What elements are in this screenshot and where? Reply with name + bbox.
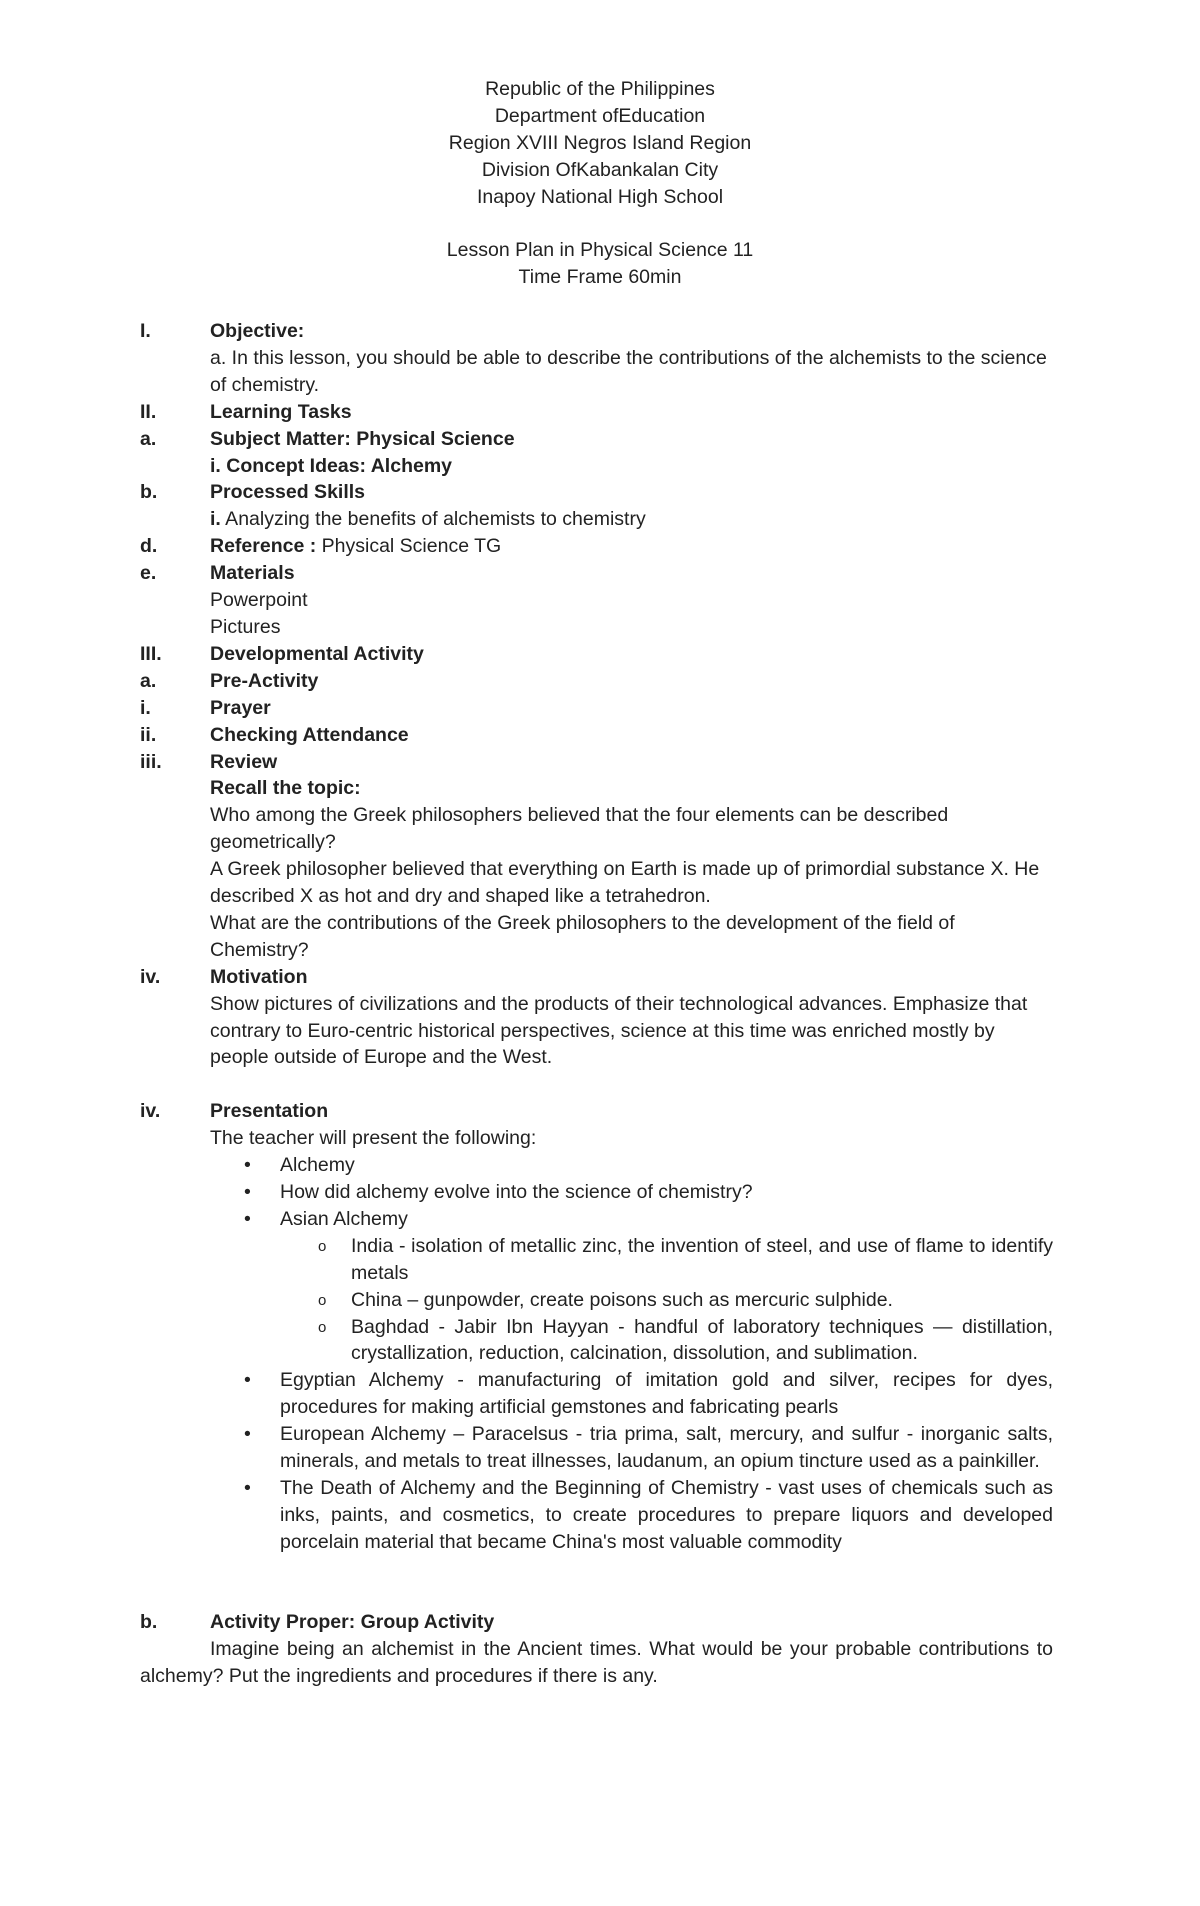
section-materials <box>140 560 1053 641</box>
review-question: What are the contributions of the Greek philosophers to the development of the field of Chemistry? <box>210 911 955 961</box>
material-item: Powerpoint <box>210 589 308 612</box>
section-title: Subject Matter: Physical Science <box>210 427 515 450</box>
reference-text: Physical Science TG <box>316 535 502 558</box>
recall-heading: Recall the topic: <box>210 777 361 800</box>
header-division: Division OfKabankalan City <box>481 158 719 181</box>
section-developmental-activity <box>140 641 1053 668</box>
list-item <box>280 1206 1053 1367</box>
header-country: Republic of the Philippines <box>485 78 715 100</box>
section-title: Prayer <box>210 696 271 719</box>
section-prayer <box>140 695 1053 722</box>
section-checking-attendance <box>140 722 1053 749</box>
review-question: Who among the Greek philosophers believed that the four elements can be described geometrically? <box>210 804 949 854</box>
section-number: b. <box>140 1611 158 1634</box>
section-objective <box>140 318 1053 399</box>
section-presentation <box>140 1098 1053 1152</box>
list-item: • How did alchemy evolve into the science of chemistry? <box>280 1179 1053 1206</box>
section-title: Motivation <box>210 965 308 988</box>
concept-ideas: i. Concept Ideas: Alchemy <box>210 454 453 477</box>
section-title: Activity Proper: Group Activity <box>210 1611 495 1634</box>
section-title: Processed Skills <box>210 481 366 504</box>
section-number: I. <box>140 320 151 343</box>
skill-text: Analyzing the benefits of alchemists to chemistry <box>220 508 646 531</box>
section-title: Developmental Activity <box>210 642 424 665</box>
section-number: iv. <box>140 1100 161 1123</box>
objective-text: a. In this lesson, you should be able to describe the contributions of the alchemists to the science of chemistry. <box>210 346 1047 396</box>
asian-alchemy-sublist <box>280 1233 1053 1368</box>
section-number: iii. <box>140 750 162 773</box>
section-pre-activity <box>140 668 1053 695</box>
list-item: • The Death of Alchemy and the Beginning of Chemistry - vast uses of chemicals such as inks, paints, and cosmetics, to create procedures to prepare liquors and developed porcelain material that became China's most valuable commodity <box>280 1475 1053 1556</box>
sublist-item: o India - isolation of metallic zinc, the invention of steel, and use of flame to identify metals <box>351 1233 1053 1287</box>
section-learning-tasks <box>140 399 1053 426</box>
review-question: A Greek philosopher believed that everything on Earth is made up of primordial substance X. He described X as hot and dry and shaped like a tetrahedron. <box>210 858 1040 908</box>
section-title: Objective: <box>210 320 305 343</box>
sublist-item: o China – gunpowder, create poisons such as mercuric sulphide. <box>351 1287 1053 1314</box>
section-reference <box>140 533 1053 560</box>
motivation-text: Show pictures of civilizations and the products of their technological advances. Emphasize that contrary to Euro-centric historical perspectives, science at this time was enriched mostly by people outside of Europe and the West. <box>210 992 1028 1069</box>
header-time-frame: Time Frame 60min <box>518 266 682 289</box>
header-department: Department ofEducation <box>494 104 706 127</box>
skill-label: i. <box>210 508 221 531</box>
section-title: Checking Attendance <box>210 723 409 746</box>
spacer <box>140 1071 1053 1098</box>
section-title: Pre-Activity <box>210 669 319 692</box>
section-activity-proper <box>140 1609 1053 1636</box>
section-title: Learning Tasks <box>210 400 352 423</box>
section-number: b. <box>140 481 158 504</box>
presentation-intro: The teacher will present the following: <box>210 1127 537 1150</box>
header-lesson-title: Lesson Plan in Physical Science 11 <box>446 239 754 262</box>
section-title: Presentation <box>210 1100 329 1123</box>
section-number: ii. <box>140 723 157 746</box>
list-item-text: Asian Alchemy <box>280 1207 408 1230</box>
list-item: • European Alchemy – Paracelsus - tria prima, salt, mercury, and sulfur - inorganic salts, minerals, and metals to treat illnesses, laudanum, an opium tincture used as a painkiller. <box>280 1421 1053 1475</box>
section-subject-matter <box>140 426 1053 480</box>
activity-text: Imagine being an alchemist in the Ancient times. What would be your probable contributions to alchemy? Put the ingredients and procedures if there is any. <box>140 1638 1053 1688</box>
section-title: Review <box>210 750 278 773</box>
section-number: a. <box>140 669 157 692</box>
section-number: e. <box>140 562 157 585</box>
skill-item <box>210 506 1053 533</box>
material-item: Pictures <box>210 615 281 638</box>
list-item: • Egyptian Alchemy - manufacturing of imitation gold and silver, recipes for dyes, procedures for making artificial gemstones and fabricating pearls <box>280 1367 1053 1421</box>
spacer <box>147 210 1053 237</box>
spacer <box>140 1556 1053 1583</box>
section-title: Materials <box>210 562 295 585</box>
section-motivation <box>140 964 1053 1072</box>
section-number: II. <box>140 400 157 423</box>
section-number: iv. <box>140 965 161 988</box>
spacer <box>140 291 1053 318</box>
section-review <box>140 749 1053 964</box>
list-item: • Alchemy <box>280 1152 1053 1179</box>
section-number: i. <box>140 696 151 719</box>
presentation-list <box>140 1152 1053 1556</box>
header-region: Region XVIII Negros Island Region <box>448 131 752 154</box>
header-school: Inapoy National High School <box>476 185 724 208</box>
spacer <box>140 1583 1053 1610</box>
document-header <box>147 76 1053 291</box>
section-number: III. <box>140 642 162 665</box>
section-processed-skills <box>140 479 1053 533</box>
section-title: Reference : <box>210 535 317 558</box>
section-number: d. <box>140 535 158 558</box>
section-number: a. <box>140 427 157 450</box>
sublist-item: o Baghdad - Jabir Ibn Hayyan - handful of laboratory techniques — distillation, crystallization, reduction, calcination, dissolution, and sublimation. <box>351 1314 1053 1368</box>
